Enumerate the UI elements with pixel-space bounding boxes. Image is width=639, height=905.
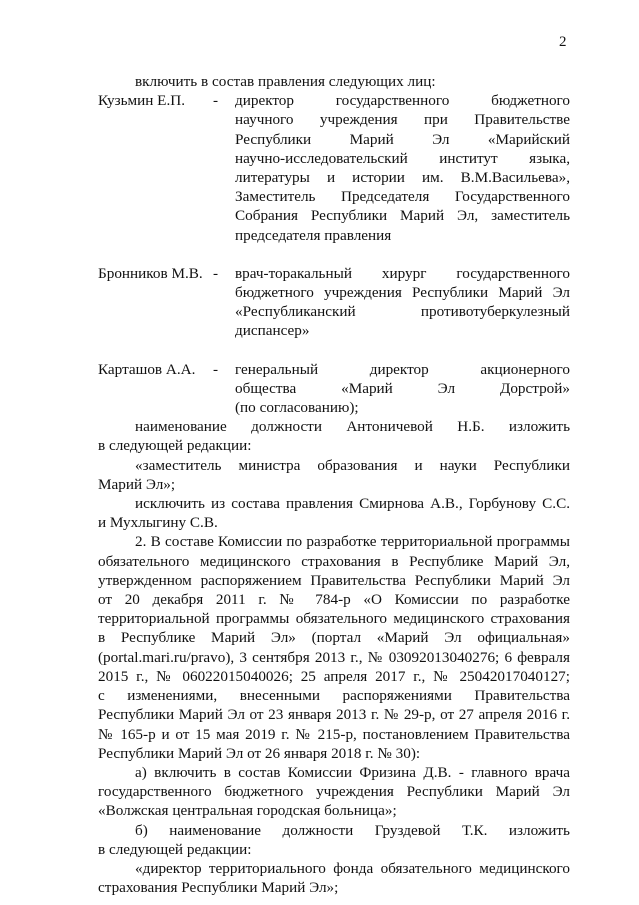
paragraph-line: «директор территориального фонда обязательного медицинского <box>135 859 570 877</box>
paragraph-line: Республики Марий Эл от 23 января 2013 г. № 29-р, от 27 апреля 2016 г. <box>98 706 570 724</box>
paragraph-line: «Волжская центральная городская больница»; <box>98 802 397 820</box>
desc-line: «Республиканский противотуберкулезный <box>235 303 570 321</box>
member-description <box>235 360 570 418</box>
paragraph-line: с изменениями, внесенными распоряжениями Правительства <box>98 687 570 705</box>
paragraph-line: исключить из состава правления Смирнова А.В., Горбунову С.С. <box>135 495 570 513</box>
paragraph <box>98 763 570 821</box>
paragraph-line: в следующей редакции: <box>98 437 252 455</box>
paragraph-line: наименование должности Антоничевой Н.Б. изложить <box>135 418 570 436</box>
member-name: Кузьмин Е.П. <box>98 92 186 110</box>
member-description <box>235 91 570 245</box>
paragraph-line: Марий Эл»; <box>98 475 176 493</box>
desc-line: общества «Марий Эл Дорстрой» <box>235 379 570 397</box>
desc-line: литературы и истории им. В.М.Васильева», <box>235 169 570 187</box>
page-number: 2 <box>559 34 567 50</box>
paragraph-line: страхования Республики Марий Эл»; <box>98 879 339 897</box>
member-description <box>235 264 570 341</box>
desc-line: диспансер» <box>235 322 310 340</box>
paragraph <box>98 494 570 532</box>
member-name: Карташов А.А. <box>98 360 196 378</box>
desc-line: генеральный директор акционерного <box>235 360 570 378</box>
desc-line: (по согласованию); <box>235 399 359 417</box>
paragraph-line: б) наименование должности Груздевой Т.К. изложить <box>135 821 570 839</box>
member-entry <box>98 360 570 418</box>
paragraph-line: и Мухлыгину С.В. <box>98 514 218 532</box>
desc-line: Республики Марий Эл «Марийский <box>235 130 570 148</box>
member-name: Бронников М.В. <box>98 264 203 282</box>
paragraph-line: в следующей редакции: <box>98 840 252 858</box>
paragraph <box>98 456 570 494</box>
member-entry <box>98 264 570 341</box>
paragraph-line: территориальной программы обязательного медицинского страхования <box>98 610 570 628</box>
paragraph-line: в Республике Марий Эл» (портал «Марий Эл официальная» <box>98 629 570 647</box>
member-dash: - <box>213 264 219 282</box>
desc-line: Заместитель Председателя Государственного <box>235 188 570 206</box>
desc-line: председателя правления <box>235 226 392 244</box>
paragraph-line: государственного бюджетного учреждения Республики Марий Эл <box>98 783 570 801</box>
intro-line: включить в состав правления следующих лиц: <box>135 73 436 90</box>
member-dash: - <box>213 360 219 378</box>
paragraph-line: «заместитель министра образования и науки Республики <box>135 456 570 474</box>
paragraph <box>98 417 570 455</box>
desc-line: бюджетного учреждения Республики Марий Эл <box>235 284 570 302</box>
paragraph-line: обязательного медицинского страхования в Республике Марий Эл, <box>98 552 570 570</box>
desc-line: научно-исследовательский институт языка, <box>235 149 570 167</box>
desc-line: научного учреждения при Правительстве <box>235 111 570 129</box>
document-body <box>98 72 570 897</box>
paragraph <box>98 532 570 762</box>
paragraph-line: 2015 г., № 06022015040026; 25 апреля 2017 г., № 25042017040127; <box>98 667 570 685</box>
paragraph-line: 2. В составе Комиссии по разработке территориальной программы <box>135 533 570 551</box>
paragraph-line: утвержденном распоряжением Правительства Республики Марий Эл <box>98 571 570 589</box>
paragraph <box>98 821 570 859</box>
paragraph-line: от 20 декабря 2011 г. № 784-р «О Комиссии по разработке <box>98 591 570 609</box>
paragraph-line: № 165-р и от 15 мая 2019 г. № 215-р, постановлением Правительства <box>98 725 570 743</box>
paragraph-line: а) включить в состав Комиссии Фризина Д.В. - главного врача <box>135 763 570 781</box>
paragraph-line: (portal.mari.ru/pravo), 3 сентября 2013 г., № 03092013040276; 6 февраля <box>98 648 570 666</box>
desc-line: Собрания Республики Марий Эл, заместитель <box>235 207 570 225</box>
member-dash: - <box>213 92 219 110</box>
member-entry <box>98 91 570 245</box>
paragraph-line: Республики Марий Эл от 26 января 2018 г. № 30): <box>98 744 421 762</box>
desc-line: врач-торакальный хирург государственного <box>235 264 570 282</box>
desc-line: директор государственного бюджетного <box>235 92 570 110</box>
paragraph <box>98 859 570 897</box>
